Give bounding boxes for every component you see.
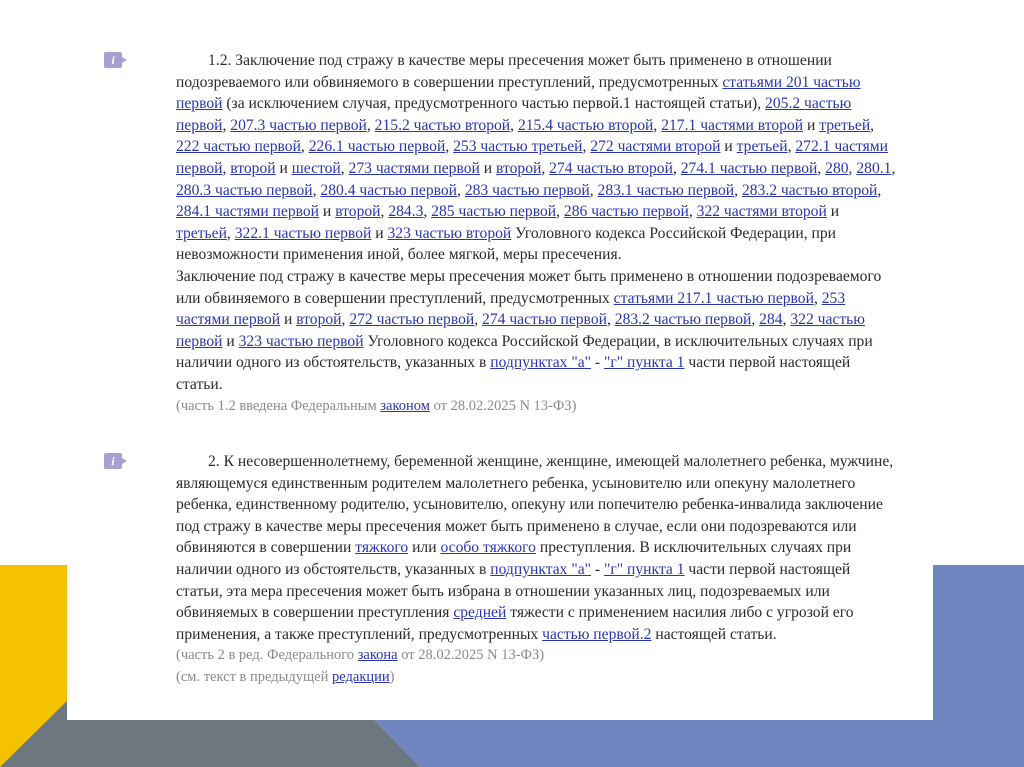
text: , xyxy=(312,181,321,199)
text: 1.2. Заключение под стражу в качестве меры пресечения может быть применено в отношении подозреваемого или обвиняемого в совершении преступлений, предусмотренных xyxy=(176,52,832,91)
subparagraph-link[interactable]: "г" пункта 1 xyxy=(603,354,685,372)
law-link[interactable]: второй xyxy=(496,159,542,177)
text: , xyxy=(787,138,796,156)
law-link[interactable]: 322.1 частью первой xyxy=(234,224,372,242)
law-link[interactable]: 322 частями второй xyxy=(696,203,827,221)
text: и xyxy=(826,203,840,221)
federal-law-link[interactable]: законом xyxy=(380,397,430,414)
subparagraph-link[interactable]: подпунктах "а" xyxy=(490,560,591,578)
law-link[interactable]: 283.2 частью первой xyxy=(614,311,752,329)
law-link[interactable]: 253 частью третьей xyxy=(453,138,583,156)
law-link[interactable]: 226.1 частью первой xyxy=(308,138,446,156)
text: (за исключением случая, предусмотренного частью первой.1 настоящей статьи), xyxy=(222,95,766,113)
law-link[interactable]: 285 частью первой xyxy=(431,203,557,221)
text: Заключение под стражу в качестве меры пресечения может быть применено в отношении подозреваемого или обвиняемого в совершении преступлений, предусмотренных xyxy=(176,267,882,307)
text: , xyxy=(848,159,857,177)
document-card xyxy=(67,0,933,720)
text: (часть 2 в ред. Федерального xyxy=(176,647,358,664)
text: и xyxy=(803,116,820,134)
previous-edition-note xyxy=(176,667,896,689)
text: , xyxy=(445,138,454,156)
text: , xyxy=(300,138,309,156)
text: , xyxy=(366,116,375,134)
text: , xyxy=(817,159,826,177)
text: , xyxy=(222,159,231,177)
previous-edition-link[interactable]: редакции xyxy=(332,668,390,685)
subparagraph-link[interactable]: подпунктах "а" xyxy=(490,354,591,372)
text: и xyxy=(275,159,292,177)
law-link[interactable]: третьей xyxy=(819,116,871,134)
amendment-note xyxy=(176,396,896,418)
text: от 28.02.2025 N 13-ФЗ) xyxy=(397,647,545,664)
law-link[interactable]: 323 частью второй xyxy=(387,224,512,242)
text: , xyxy=(222,116,231,134)
text: , xyxy=(877,181,882,199)
federal-law-link[interactable]: закона xyxy=(357,647,398,664)
text: 2. К несовершеннолетнему, беременной женщине, женщине, имеющей малолетнего ребенка, мужчине, являющемуся единственным родителем малолетнего ребенка, усыновителю или опекуну малолетнего ребенка, единственному родителю, усыновителю, опекуну или попечителю ребенка-инвалида заключение под стражу в качестве меры пресечения может быть применено в случае, если они подозреваются или обвиняются в совершении xyxy=(176,453,894,557)
law-link[interactable]: 215.2 частью второй xyxy=(374,116,511,134)
law-link[interactable]: 284 xyxy=(759,311,783,329)
law-link[interactable]: 284.1 частями первой xyxy=(176,203,320,221)
text: , xyxy=(653,116,662,134)
text: и xyxy=(371,224,388,242)
text: , xyxy=(589,181,598,199)
text: , xyxy=(474,311,483,329)
text: ) xyxy=(389,668,395,685)
text: , xyxy=(423,203,432,221)
text: , xyxy=(226,224,235,242)
text: (см. текст в предыдущей xyxy=(176,668,333,685)
text: , xyxy=(606,311,615,329)
text: (часть 1.2 введена Федеральным xyxy=(176,397,381,414)
law-link[interactable]: 273 частями первой xyxy=(348,159,480,177)
law-link[interactable]: 222 частью первой xyxy=(176,138,301,156)
law-link[interactable]: 322 частью первой xyxy=(176,311,865,350)
info-icon[interactable]: i xyxy=(104,453,122,469)
law-link[interactable]: 272 частями второй xyxy=(590,138,721,156)
text: , xyxy=(734,181,742,199)
law-link[interactable]: 280.3 частью первой xyxy=(176,181,313,199)
severity-link[interactable]: средней xyxy=(453,604,507,622)
paragraph-1-2-main xyxy=(176,50,896,266)
law-link[interactable]: 217.1 частями второй xyxy=(661,116,804,134)
law-link[interactable]: 205.2 частью первой xyxy=(176,95,852,134)
law-link[interactable]: 280.1 xyxy=(856,159,892,177)
section-2 xyxy=(176,451,896,689)
severity-link[interactable]: тяжкого xyxy=(355,539,409,557)
text: , xyxy=(782,311,791,329)
law-link[interactable]: 274 частью второй xyxy=(549,159,673,177)
law-link[interactable]: второй xyxy=(335,203,381,221)
text: - xyxy=(590,560,604,578)
law-link[interactable]: 280 xyxy=(825,159,849,177)
text: , xyxy=(672,159,681,177)
law-link[interactable]: 283.2 частью второй xyxy=(741,181,878,199)
law-link[interactable]: статьями 217.1 частью первой xyxy=(613,289,814,307)
law-link[interactable]: 280.4 частью первой xyxy=(320,181,458,199)
law-link[interactable]: второй xyxy=(230,159,276,177)
text: , xyxy=(556,203,564,221)
law-link[interactable]: второй xyxy=(296,311,342,329)
text: Уголовного кодекса Российской Федерации, в исключительных случаях при наличии одного из обстоятельств, указанных в xyxy=(176,332,873,372)
text: тяжести с применением насилия либо с угрозой его применения, а также преступлений, предусмотренных xyxy=(176,604,854,643)
law-link[interactable]: шестой xyxy=(291,159,341,177)
severity-link[interactable]: особо тяжкого xyxy=(440,539,536,557)
text: и xyxy=(319,203,336,221)
section-1-2 xyxy=(176,50,896,417)
text: , xyxy=(457,181,465,199)
law-link[interactable]: статьями 201 частью первой xyxy=(176,73,861,113)
text: , xyxy=(340,159,349,177)
law-link[interactable]: 207.3 частью первой xyxy=(230,116,367,134)
text: настоящей статьи. xyxy=(651,625,777,643)
law-link[interactable]: 283 частью первой xyxy=(464,181,590,199)
law-link[interactable]: 323 частью первой xyxy=(238,332,364,350)
text: , xyxy=(510,116,518,134)
law-link[interactable]: 215.4 частью второй xyxy=(517,116,654,134)
amendment-note xyxy=(176,645,896,667)
law-link[interactable]: 253 частями первой xyxy=(176,289,846,329)
text: , xyxy=(541,159,550,177)
info-icon[interactable]: i xyxy=(104,52,122,68)
text: , xyxy=(380,203,389,221)
law-link[interactable]: 286 частью первой xyxy=(563,203,689,221)
text: и xyxy=(280,311,297,329)
text: и xyxy=(222,332,239,350)
text: , xyxy=(891,159,896,177)
law-link[interactable]: 274 частью первой xyxy=(482,311,607,329)
text: , xyxy=(813,289,822,307)
text: преступления. В исключительных случаях при наличии одного из обстоятельств, указанных в xyxy=(176,539,852,578)
text: , xyxy=(582,138,591,156)
text: Уголовного кодекса Российской Федерации, при невозможности применения иной, более мягкой, меры пресечения. xyxy=(176,224,836,264)
law-link[interactable]: третьей xyxy=(736,138,788,156)
paragraph-2-main xyxy=(176,451,896,645)
text: и xyxy=(479,159,497,177)
text: и xyxy=(720,138,737,156)
law-link[interactable]: 272.1 частями первой xyxy=(176,138,889,177)
law-link[interactable]: 283.1 частью первой xyxy=(597,181,735,199)
part-link[interactable]: частью первой.2 xyxy=(542,625,652,643)
text: , xyxy=(751,311,760,329)
text: , xyxy=(870,116,875,134)
text: от 28.02.2025 N 13-ФЗ) xyxy=(429,397,577,414)
subparagraph-link[interactable]: "г" пункта 1 xyxy=(603,560,685,578)
law-link[interactable]: 272 частью первой xyxy=(349,311,475,329)
paragraph-1-2-exception xyxy=(176,266,896,396)
text: , xyxy=(688,203,697,221)
text: - xyxy=(590,354,604,372)
law-link[interactable]: третьей xyxy=(176,224,227,242)
law-link[interactable]: 284.3 xyxy=(388,203,424,221)
text: части первой настоящей статьи, эта мера пресечения может быть избрана в отношении указанных лиц, подозреваемых или обвиняемых в совершении преступления xyxy=(176,560,851,622)
law-link[interactable]: 274.1 частью первой xyxy=(680,159,818,177)
text: , xyxy=(341,311,350,329)
text: или xyxy=(408,539,441,557)
text: части первой настоящей статьи. xyxy=(176,354,851,393)
